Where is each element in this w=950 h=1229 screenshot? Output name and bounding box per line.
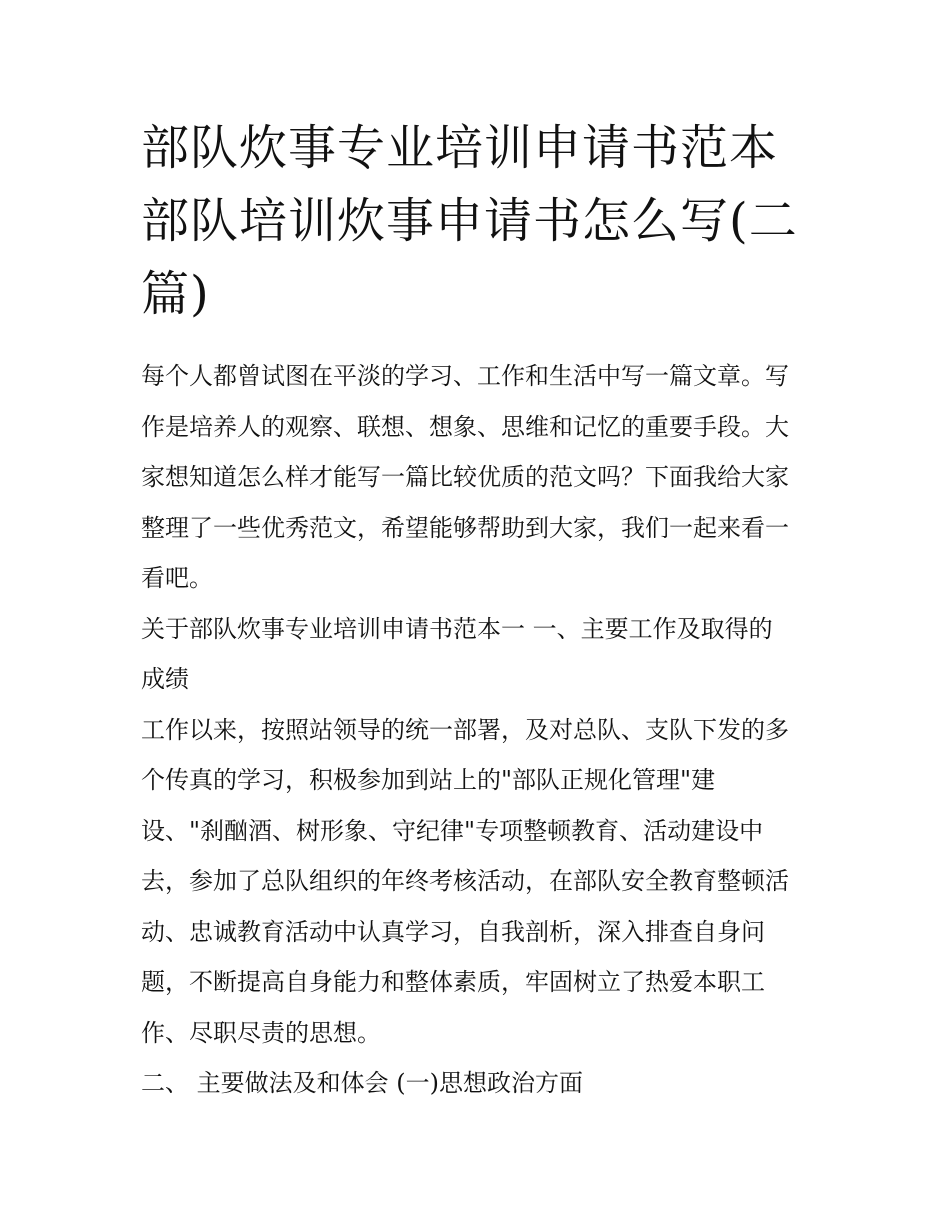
title-line: 部队培训炊事申请书怎么写(二: [141, 193, 798, 249]
intro-paragraph: [141, 351, 813, 604]
document-body: [141, 351, 813, 1109]
text-line: 二、 主要做法及和体会 (一)思想政治方面: [141, 1069, 583, 1097]
text-line: 作是培养人的观察、联想、想象、思维和记忆的重要手段。大: [141, 412, 789, 441]
text-line: 家想知道怎么样才能写一篇比较优质的范文吗？下面我给大家: [141, 463, 789, 491]
text-line: 去，参加了总队组织的年终考核活动，在部队安全教育整顿活: [141, 867, 789, 895]
text-line: 设、"刹酗酒、树形象、守纪律"专项整顿教育、活动建设中: [141, 816, 764, 845]
text-line: 成绩: [141, 665, 189, 693]
title-line: 篇): [141, 266, 210, 322]
text-line: 工作以来，按照站领导的统一部署，及对总队、支队下发的多: [141, 715, 789, 744]
document-page: [141, 112, 813, 1109]
subsection-heading: [141, 1058, 813, 1109]
document-title: [141, 112, 813, 331]
text-line: 关于部队炊事专业培训申请书范本一 一、主要工作及取得的: [141, 614, 773, 643]
title-line: 部队炊事专业培训申请书范本: [141, 120, 779, 176]
text-line: 题，不断提高自身能力和整体素质，牢固树立了热爱本职工: [141, 968, 765, 996]
text-line: 动、忠诚教育活动中认真学习，自我剖析，深入排查自身问: [141, 917, 765, 946]
text-line: 个传真的学习，积极参加到站上的"部队正规化管理"建: [141, 766, 716, 794]
section-heading: [141, 604, 813, 705]
text-line: 整理了一些优秀范文，希望能够帮助到大家，我们一起来看一: [141, 513, 789, 542]
text-line: 看吧。: [141, 564, 213, 592]
work-paragraph: [141, 705, 813, 1059]
text-line: 作、尽职尽责的思想。: [141, 1018, 381, 1047]
text-line: 每个人都曾试图在平淡的学习、工作和生活中写一篇文章。写: [141, 362, 789, 390]
